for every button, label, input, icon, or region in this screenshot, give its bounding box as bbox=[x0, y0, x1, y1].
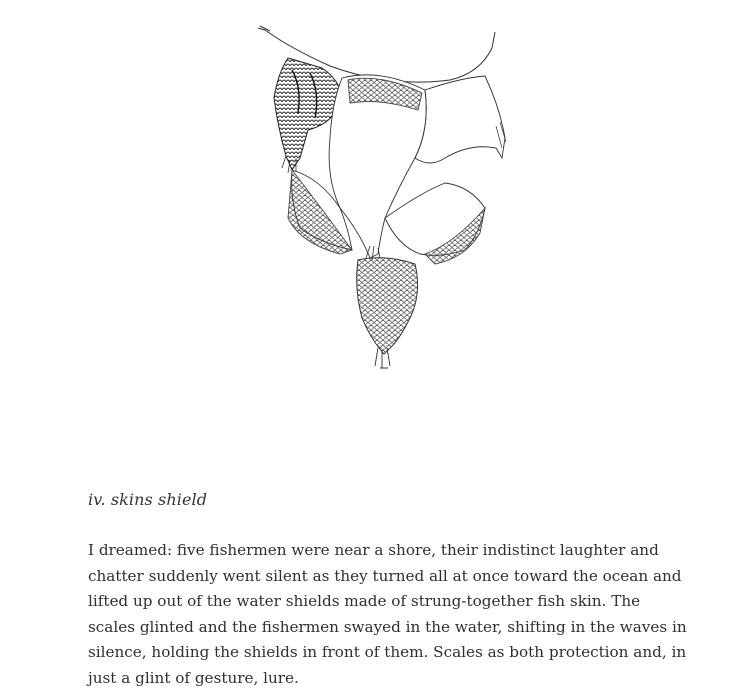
body-paragraph: I dreamed: five fishermen were near a shore, their indistinct laughter and chatter suddenly went silent as they turned all at once toward the ocean and lifted up out of the water shields made of strung-together fish skin. The scales glinted and the fishermen swayed in the water, shifting in the waves in silence, holding the shields in front of them. Scales as both protection and, in just a glint of gesture, lure. bbox=[88, 541, 687, 687]
section-caption: iv. skins shield bbox=[88, 490, 208, 509]
central-fish-skin bbox=[329, 75, 426, 260]
lower-fish-skin bbox=[357, 258, 418, 368]
right-fish-skin bbox=[415, 76, 506, 163]
middle-right-fish-skin bbox=[385, 183, 485, 264]
fish-skin-shield-drawing bbox=[230, 18, 530, 378]
